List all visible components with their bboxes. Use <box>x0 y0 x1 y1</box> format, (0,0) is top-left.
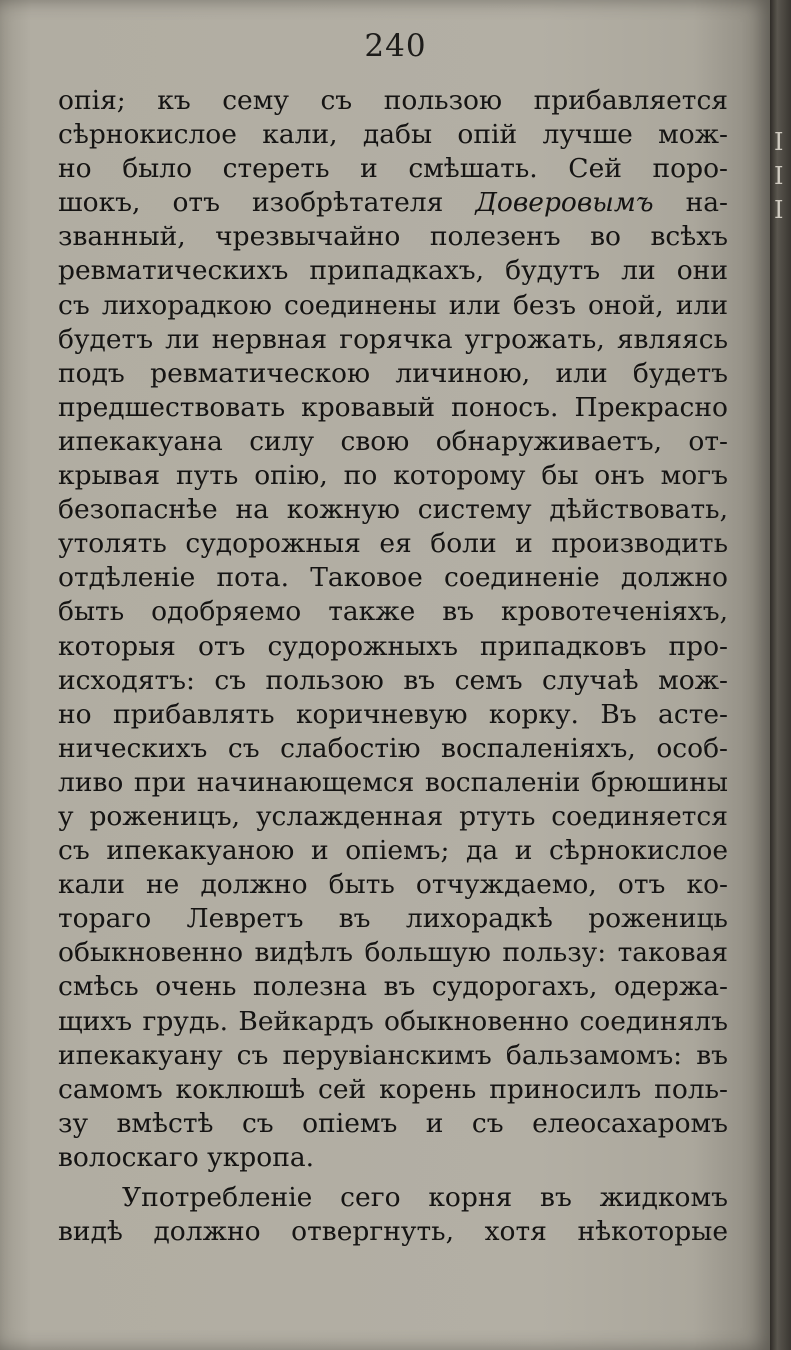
text-line: у роженицъ, услажденная ртуть соединяется <box>58 800 728 832</box>
text-line: но было стереть и смѣшать. Сей поро- <box>58 153 728 185</box>
text-line: утолять судорожныя ея боли и производить <box>58 528 728 560</box>
text-line: исходятъ: съ пользою въ семъ случаѣ мож- <box>58 664 728 696</box>
text-line: ипекакуану съ перувіанскимъ бальзамомъ: въ <box>58 1039 728 1071</box>
text-line: крывая путь опію, по которому бы онъ могъ <box>58 460 728 492</box>
text-line: съ ипекакуаною и опіемъ; да и сѣрнокислое <box>58 835 728 867</box>
margin-mark: I <box>774 196 784 225</box>
text-line: тораго Левретъ въ лихорадкѣ рожениць <box>58 903 728 935</box>
body-text <box>58 84 728 1249</box>
bleed-through-margin-marks <box>774 125 788 227</box>
text-line: зу вмѣстѣ съ опіемъ и съ елеосахаромъ <box>58 1107 728 1139</box>
text-line: отдѣленіе пота. Таковое соединеніе должно <box>58 562 728 594</box>
text-line: щихъ грудь. Вейкардъ обыкновенно соединялъ <box>58 1005 728 1037</box>
text-line: званный, чрезвычайно полезенъ во всѣхъ <box>58 221 728 253</box>
text-line-indent: Употребленіе сего корня въ жидкомъ <box>122 1182 728 1213</box>
text-line: безопаснѣе на кожную систему дѣйствовать, <box>58 494 728 526</box>
text-line: которыя отъ судорожныхъ припадковъ про- <box>58 630 728 662</box>
text-line: обыкновенно видѣлъ большую пользу: таковая <box>58 937 728 969</box>
text-line: подъ ревматическою личиною, или будетъ <box>58 357 728 389</box>
text-line: кали не должно быть отчуждаемо, отъ ко- <box>58 869 728 901</box>
text-line: предшествовать кровавый поносъ. Прекрасно <box>58 391 728 423</box>
text-line: видѣ должно отвергнуть, хотя нѣкоторые <box>58 1216 728 1248</box>
text-fragment: на- <box>653 187 728 219</box>
text-line-with-italic <box>58 186 728 220</box>
text-line: ническихъ съ слабостію воспаленіяхъ, особ- <box>58 732 728 764</box>
text-line: опія; къ сему съ пользою прибавляется <box>58 85 728 116</box>
text-line: ревматическихъ припадкахъ, будутъ ли они <box>58 255 728 287</box>
text-line-last: волоскаго укропа. <box>58 1141 315 1173</box>
text-line: будетъ ли нервная горячка угрожать, являясь <box>58 323 728 355</box>
page-number: 240 <box>364 28 427 64</box>
text-line: сѣрнокислое кали, дабы опій лучше мож- <box>58 119 728 151</box>
text-line: самомъ коклюшѣ сей корень приносилъ поль- <box>58 1073 728 1105</box>
italic-name: Доверовымъ <box>475 187 654 219</box>
text-line: но прибавлять коричневую корку. Въ асте- <box>58 698 728 730</box>
text-line: ливо при начинающемся воспаленіи брюшины <box>58 766 728 798</box>
text-line: ипекакуана силу свою обнаруживаетъ, от- <box>58 425 728 457</box>
text-fragment: шокъ, отъ изобрѣтателя <box>58 187 476 219</box>
text-line: смѣсь очень полезна въ судорогахъ, одержа- <box>58 971 728 1003</box>
margin-mark: I <box>774 128 784 156</box>
text-line: съ лихорадкою соединены или безъ оной, или <box>58 289 728 321</box>
margin-mark: I <box>774 162 784 191</box>
text-line: быть одобряемо также въ кровотеченіяхъ, <box>58 596 728 628</box>
